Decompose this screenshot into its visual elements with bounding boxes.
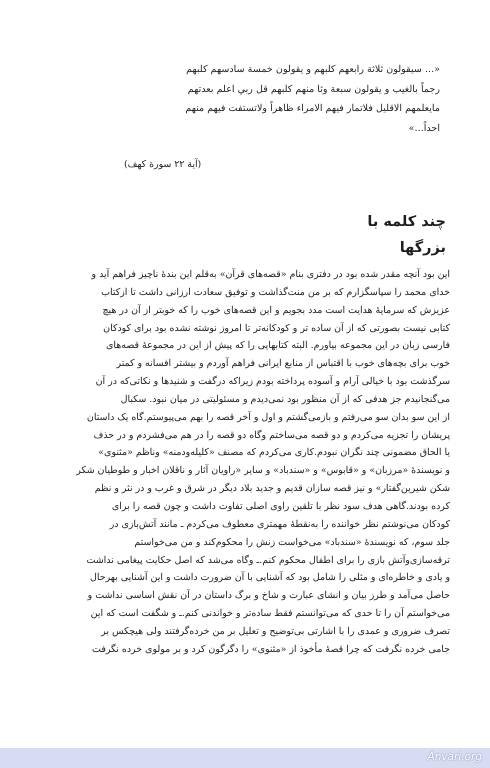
text-line: یا الحاق مضمونی چند نگران نبودم.کاری می‌کردم که مصنف «کلیله‌ودمنه» وناظم «مثنوی» bbox=[98, 447, 450, 459]
text-line: می‌خواستم آن را تا حدی که می‌توانستم فقط ساده‌تر و خواندنی‌ کنم.ـ و شگفت است که این bbox=[90, 608, 450, 620]
text-line: ترقه‌سازی‌وآتش بازی را برای اطفال محکوم کنم.ـ وگاه می‌شد که اصل حکایت پیغامی نداشت bbox=[86, 554, 450, 566]
text-line: کتابی نیست بصورتی که از آن ساده تر و کودکانه‌تر تا امروز نوشته نشده بود برای کودکان bbox=[103, 322, 450, 334]
text-line: شکن شیرین‌گفتار» و نیز قصه سازان قدیم و جدید بلاد دیگر در شرق و غرب و در نثر و نظم bbox=[94, 483, 450, 495]
text-line: این بود آنچه مقدر شده بود در دفتری بنام «قصه‌های قرآن» بەقلم این بندهٔ ناچیز فراهم آید و bbox=[91, 269, 450, 280]
text-line: جامی خرده نگرفت که چرا قصهٔ مأخوذ از «مثنوی» را دگرگون کرد و بر مولوی خرده نگرفت bbox=[92, 643, 450, 655]
quote-line: احداً...» bbox=[408, 122, 440, 134]
text-line: تصرف ضروری و عمدی را با اشارتی بی‌توضیح و تعلیل بر من خرده‌گرفتند ولی هیچکس بر bbox=[101, 625, 450, 637]
quote-line: رجماً بالغيب و يقولون سبعة وثا منهم كلبهم قل ربي اعلم بعدتهم bbox=[187, 83, 440, 95]
text-line: پریشان را تجزیه می‌کردم و دو قصه می‌ساختم وگاه دو قصه را در هم می‌فشردم و در حذف bbox=[93, 429, 450, 441]
text-line: حاصل می‌آمد و طرز بیان و انشای عبارت و شاخ و برگ داستان در آن نقش اساسی نداشت و bbox=[87, 590, 450, 602]
text-line: سرگذشت بود با خیالی آرام و آسوده پرداخته بودم زیراکه درگفت و شنیدها و نکاتی‌که در آن bbox=[95, 376, 450, 388]
footer-bar bbox=[0, 748, 490, 768]
text-line: خوب برای بچه‌های خوب با اقتباس از منابع ایرانی فراهم آوردم و بیشتر افسانه و کمتر bbox=[116, 358, 450, 370]
text-line: و یادی و خاطره‌ای و مثلی را شامل بود که آشنایی با آن ضرورت داشت و این آشنایی بهرحال bbox=[90, 572, 450, 584]
section-heading: چند کلمه با بزرگها bbox=[367, 214, 446, 256]
text-line: کودکان می‌نوشتم نظر خواننده را بەنقطهٔ مهمتری معطوف می‌کردم ـ مانند آتش‌بازی در bbox=[109, 518, 450, 530]
quote-line: مايعلمهم الاقليل فلاتمار فيهم الامراء ظاهراً ولاتستفت فيهم منهم bbox=[185, 103, 440, 115]
watermark: Anvari.org bbox=[427, 751, 482, 763]
body-paragraph bbox=[40, 266, 450, 659]
text-line: و نویسندهٔ «مرزبان» و «قابوس» و «سندباد» و سایر «راویان آثار و ناقلان اخبار و طوطیان شکر bbox=[76, 465, 450, 477]
text-line: جلد سوم، که نویسندهٔ «سندباد» می‌خواست زنش را محکوم‌کند و من می‌خواستم bbox=[134, 536, 450, 548]
text-line: از این سو بدان سو می‌رفتم و بازمی‌گشتم و اول و آخر قصه را بهم می‌پیوستم.گاه یک داستان bbox=[86, 411, 450, 423]
text-line: عزیزش که سرمایهٔ هدایت است مدد بجویم و این قصه‌های خوب را که خوبتر از آن در هیچ bbox=[102, 304, 450, 316]
text-line: فارسی زبان در این مجموعه بیاورم. البته کتابهایی را که پیش از این در مجموعهٔ قصه‌های bbox=[106, 340, 450, 352]
text-line: خدای محمد را سپاسگزارم که بر من منت‌گذاشت و توفیق سعادت ارزانی داشت تا ازکتاب bbox=[101, 286, 450, 298]
quote-line: «... سيقولون ثلاثة رابعهم كلبهم و يقولون خمسة سادسهم كلبهم bbox=[186, 64, 440, 75]
quote-reference: (آية ۲۲ سورة كهف) bbox=[124, 159, 202, 170]
quran-quote bbox=[120, 60, 440, 138]
text-line: می‌گنجانیدم جز هدفی که از آن منظور بود نمی‌دیدم و مسئولیتی در میان نبود. سکبال bbox=[120, 393, 450, 405]
text-line: کرده بودند.گاهی هدف سود نظر با تلقین راوی اصلی تفاوت داشت و چون قصه را برای bbox=[111, 500, 450, 512]
